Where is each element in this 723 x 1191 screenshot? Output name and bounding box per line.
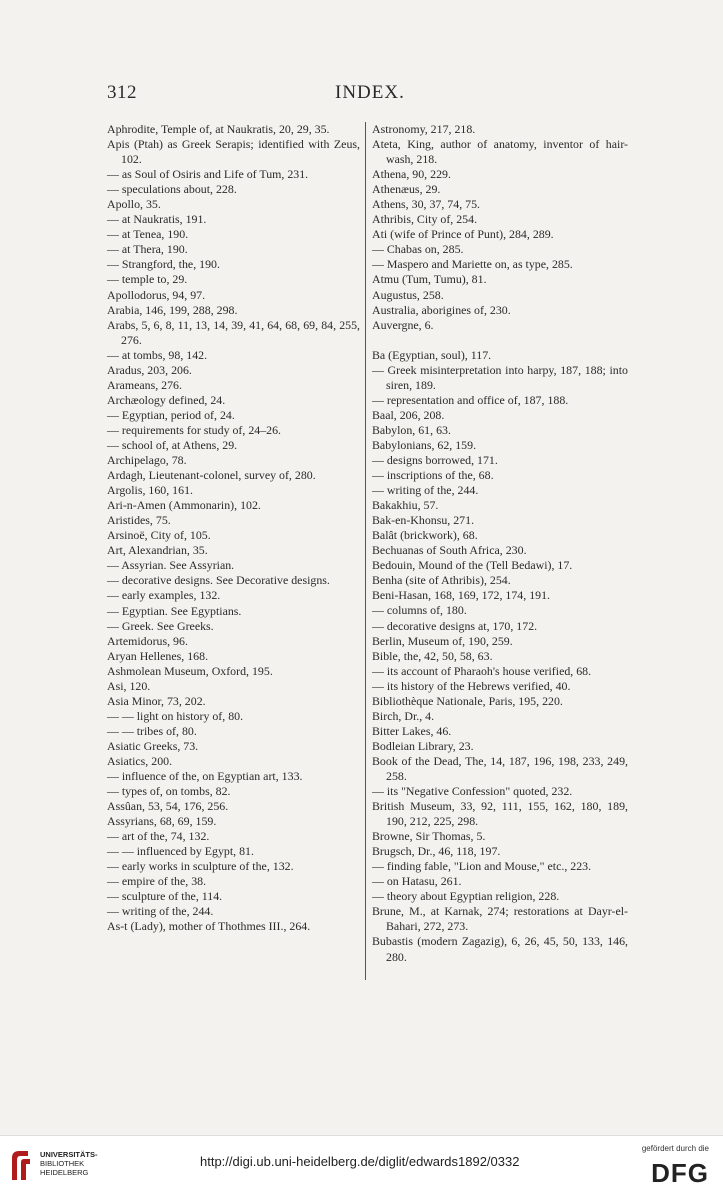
index-entry: Beni-Hasan, 168, 169, 172, 174, 191.	[372, 588, 551, 603]
library-name-line: UNIVERSITÄTS-	[40, 1150, 98, 1159]
library-name-line: HEIDELBERG	[40, 1168, 89, 1177]
index-entry: Aradus, 203, 206.	[107, 362, 192, 377]
index-entry: Benha (site of Athribis), 254.	[372, 573, 511, 588]
index-entry: Apollodorus, 94, 97.	[107, 287, 206, 302]
index-entry: — temple to, 29.	[107, 272, 188, 287]
index-entry: — early works in sculpture of the, 132.	[107, 859, 294, 874]
index-entry: Bak-en-Khonsu, 271.	[372, 513, 475, 528]
index-entry: Aristides, 75.	[107, 513, 171, 528]
index-entry: — speculations about, 228.	[107, 182, 237, 197]
index-entry: — Maspero and Mariette on, as type, 285.	[372, 257, 573, 272]
index-entry: Birch, Dr., 4.	[372, 708, 435, 723]
index-entry: Astronomy, 217, 218.	[372, 122, 476, 136]
index-entry: Bedouin, Mound of the (Tell Bedawi), 17.	[372, 558, 573, 573]
index-entry: Athenæus, 29.	[372, 182, 441, 197]
index-entry: — — influenced by Egypt, 81.	[107, 844, 254, 859]
index-entry: Auvergne, 6.	[372, 317, 434, 332]
index-entry: Augustus, 258.	[372, 287, 444, 302]
index-entry: Asiatic Greeks, 73.	[107, 738, 199, 753]
index-entry: Baal, 206, 208.	[372, 407, 445, 422]
page-number: 312	[107, 82, 137, 103]
index-entry: — designs borrowed, 171.	[372, 452, 498, 467]
index-entry: — at tombs, 98, 142.	[107, 347, 208, 362]
index-entry: Arabs, 5, 6, 8, 11, 13, 14, 39, 41, 64, 68, 69, 84, 255, 276.	[107, 317, 360, 347]
library-name-line: BIBLIOTHEK	[40, 1159, 85, 1168]
index-entry: Ati (wife of Prince of Punt), 284, 289.	[372, 227, 554, 242]
index-entry: Atmu (Tum, Tumu), 81.	[372, 272, 487, 287]
index-entry: — early examples, 132.	[107, 588, 221, 603]
index-entry: Archæology defined, 24.	[107, 392, 226, 407]
index-entry: — its account of Pharaoh's house verified, 68.	[372, 663, 592, 678]
index-entry: Aphrodite, Temple of, at Naukratis, 20, 29, 35.	[107, 122, 330, 136]
index-entry: — at Naukratis, 191.	[107, 212, 207, 227]
index-entry: Arameans, 276.	[107, 377, 182, 392]
column-divider	[365, 122, 366, 980]
index-entry: Ateta, King, author of anatomy, inventor of hair-wash, 218.	[372, 137, 628, 167]
index-entry: Assûan, 53, 54, 176, 256.	[107, 799, 229, 814]
index-entry: Brune, M., at Karnak, 274; restorations at Dayr-el-Bahari, 272, 273.	[372, 904, 628, 934]
index-column-right	[372, 122, 628, 965]
index-entry: Archipelago, 78.	[107, 453, 187, 468]
index-entry: — influence of the, on Egyptian art, 133.	[107, 769, 303, 784]
index-entry: — at Thera, 190.	[107, 242, 188, 257]
index-entry: Bible, the, 42, 50, 58, 63.	[372, 648, 493, 663]
library-name	[40, 1150, 98, 1177]
index-entry: — finding fable, "Lion and Mouse," etc., 223.	[372, 859, 592, 874]
index-entry: — Greek misinterpretation into harpy, 187, 188; into siren, 189.	[372, 362, 628, 392]
index-entry: — at Tenea, 190.	[107, 227, 189, 242]
index-entry: Argolis, 160, 161.	[107, 483, 193, 498]
index-entry: Ba (Egyptian, soul), 117.	[372, 347, 492, 362]
funded-by-label: gefördert durch die	[641, 1144, 709, 1153]
index-entry: — representation and office of, 187, 188.	[372, 392, 569, 407]
page-header	[0, 82, 723, 108]
running-head: INDEX.	[335, 82, 405, 103]
index-entry: — school of, at Athens, 29.	[107, 437, 238, 452]
index-entry: British Museum, 33, 92, 111, 155, 162, 180, 189, 190, 212, 225, 298.	[372, 799, 628, 829]
index-entry: — theory about Egyptian religion, 228.	[372, 889, 560, 904]
index-entry: — decorative designs at, 170, 172.	[372, 618, 538, 633]
index-entry: — writing of the, 244.	[372, 483, 479, 498]
footer-bar	[0, 1135, 723, 1191]
index-entry: — sculpture of the, 114.	[107, 889, 223, 904]
index-entry: Art, Alexandrian, 35.	[107, 543, 208, 558]
permalink-url[interactable]: http://digi.ub.uni-heidelberg.de/diglit/edwards1892/0332	[200, 1154, 520, 1169]
index-entry: Artemidorus, 96.	[107, 633, 188, 648]
index-entry: — writing of the, 244.	[107, 904, 214, 919]
dfg-logo: DFG	[651, 1158, 709, 1188]
index-entry: — decorative designs. See Decorative designs.	[107, 573, 330, 588]
index-entry: — art of the, 74, 132.	[107, 829, 210, 844]
index-entry: Bitter Lakes, 46.	[372, 723, 452, 738]
index-entry: Assyrians, 68, 69, 159.	[107, 814, 217, 829]
index-entry: Arsinoë, City of, 105.	[107, 528, 211, 543]
index-entry: — — light on history of, 80.	[107, 708, 244, 723]
index-entry: Babylonians, 62, 159.	[372, 437, 477, 452]
index-entry: Athribis, City of, 254.	[372, 212, 478, 227]
index-entry: Arabia, 146, 199, 288, 298.	[107, 302, 238, 317]
index-entry: Apis (Ptah) as Greek Serapis; identified with Zeus, 102.	[107, 137, 360, 167]
index-entry: — columns of, 180.	[372, 603, 467, 618]
index-entry: Bibliothèque Nationale, Paris, 195, 220.	[372, 693, 563, 708]
index-entry: — Strangford, the, 190.	[107, 257, 220, 272]
index-column-left	[107, 122, 360, 935]
index-entry: — inscriptions of the, 68.	[372, 468, 494, 483]
index-entry: — its history of the Hebrews verified, 40.	[372, 678, 571, 693]
index-entry: Berlin, Museum of, 190, 259.	[372, 633, 513, 648]
index-entry: — Egyptian. See Egyptians.	[107, 603, 242, 618]
index-entry: — its "Negative Confession" quoted, 232.	[372, 784, 573, 799]
index-entry: As-t (Lady), mother of Thothmes III., 264.	[107, 919, 311, 934]
index-entry: — empire of the, 38.	[107, 874, 207, 889]
index-entry: Asi, 120.	[107, 678, 151, 693]
index-entry: Asiatics, 200.	[107, 753, 173, 768]
index-entry: Ardagh, Lieutenant-colonel, survey of, 280.	[107, 468, 316, 483]
index-entry: — on Hatasu, 261.	[372, 874, 462, 889]
index-entry: Bubastis (modern Zagazig), 6, 26, 45, 50, 133, 146, 280.	[372, 934, 628, 964]
index-entry: Balât (brickwork), 68.	[372, 528, 478, 543]
index-entry: — Greek. See Greeks.	[107, 618, 214, 633]
index-entry: Apollo, 35.	[107, 197, 161, 212]
index-entry: Asia Minor, 73, 202.	[107, 693, 206, 708]
index-entry: Babylon, 61, 63.	[372, 422, 451, 437]
index-entry: Australia, aborigines of, 230.	[372, 302, 511, 317]
index-entry: Browne, Sir Thomas, 5.	[372, 829, 486, 844]
index-entry: Ari-n-Amen (Ammonarin), 102.	[107, 498, 261, 513]
index-entry: Book of the Dead, The, 14, 187, 196, 198, 233, 249, 258.	[372, 753, 628, 783]
index-entry: — Assyrian. See Assyrian.	[107, 558, 235, 573]
index-entry: Brugsch, Dr., 46, 118, 197.	[372, 844, 501, 859]
index-entry: — Chabas on, 285.	[372, 242, 464, 257]
index-entry: Bodleian Library, 23.	[372, 738, 474, 753]
index-entry: — Egyptian, period of, 24.	[107, 407, 235, 422]
index-entry: — requirements for study of, 24–26.	[107, 422, 282, 437]
index-entry: Athens, 30, 37, 74, 75.	[372, 197, 481, 212]
index-entry: — as Soul of Osiris and Life of Tum, 231.	[107, 167, 309, 182]
index-entry: Ashmolean Museum, Oxford, 195.	[107, 663, 273, 678]
index-entry: Athena, 90, 229.	[372, 167, 451, 182]
index-entry: — types of, on tombs, 82.	[107, 784, 231, 799]
index-entry: Bakakhiu, 57.	[372, 498, 439, 513]
index-entry: — — tribes of, 80.	[107, 723, 197, 738]
university-library-logo-icon	[8, 1148, 34, 1182]
index-entry: Aryan Hellenes, 168.	[107, 648, 209, 663]
index-entry: Bechuanas of South Africa, 230.	[372, 543, 527, 558]
